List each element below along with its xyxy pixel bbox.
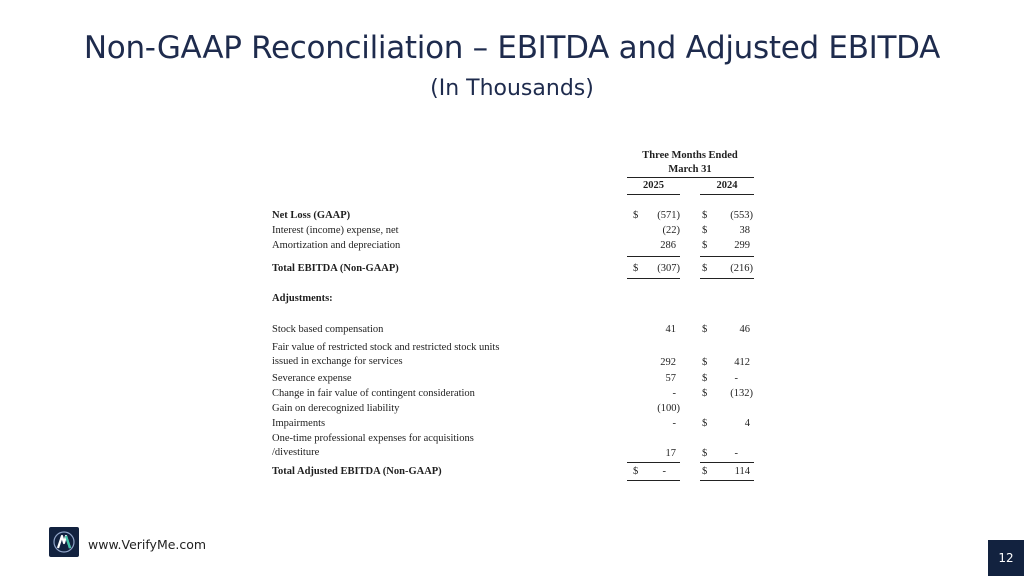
adjusted-col2-double-rule-a <box>700 480 754 481</box>
interest-currency-2024: $ <box>702 225 708 236</box>
adjusted-col1-rule <box>627 462 680 463</box>
fair-value-2024: 412 <box>734 357 750 368</box>
severance-2025: 57 <box>665 373 676 384</box>
contingent-currency-2024: $ <box>702 388 708 399</box>
gain-2025: (100) <box>657 403 680 414</box>
stock-comp-2025: 41 <box>665 324 676 335</box>
interest-2024: 38 <box>739 225 750 236</box>
onetime-2024: - <box>734 448 738 459</box>
onetime-2025: 17 <box>665 448 676 459</box>
impairments-currency-2024: $ <box>702 418 708 429</box>
severance-currency-2024: $ <box>702 373 708 384</box>
severance-label: Severance expense <box>272 373 352 384</box>
adjusted-col2-rule <box>700 462 754 463</box>
verifyme-logo-icon <box>49 527 79 557</box>
onetime-currency-2024: $ <box>702 448 708 459</box>
page-title: Non-GAAP Reconciliation – EBITDA and Adjusted EBITDA <box>83 30 941 66</box>
impairments-2024: 4 <box>744 418 750 429</box>
fair-value-label-line2: issued in exchange for services <box>272 356 403 367</box>
fair-value-2025: 292 <box>660 357 676 368</box>
interest-2025: (22) <box>662 225 680 236</box>
net-loss-currency-2024: $ <box>702 210 708 221</box>
contingent-2024: (132) <box>730 388 753 399</box>
total-ebitda-col1-rule <box>627 278 680 279</box>
stock-comp-label: Stock based compensation <box>272 324 384 335</box>
impairments-label: Impairments <box>272 418 326 429</box>
website-link[interactable]: www.VerifyMe.com <box>88 537 207 552</box>
total-adjusted-currency-2025: $ <box>633 466 639 477</box>
header-three-months: Three Months Ended <box>642 150 738 161</box>
contingent-2025: - <box>672 388 676 399</box>
page-number-badge: 12 <box>988 540 1024 576</box>
ebitda-col1-rule <box>627 256 680 257</box>
page-subtitle: (In Thousands) <box>430 76 594 101</box>
total-ebitda-col2-rule <box>700 278 754 279</box>
net-loss-2024: (553) <box>730 210 753 221</box>
header-2024: 2024 <box>716 180 738 191</box>
total-ebitda-2024: (216) <box>730 263 753 274</box>
total-adjusted-2024: 114 <box>734 466 750 477</box>
gain-label: Gain on derecognized liability <box>272 403 400 414</box>
onetime-label-line1: One-time professional expenses for acquisitions <box>272 433 474 444</box>
net-loss-currency-2025: $ <box>633 210 639 221</box>
header-march: March 31 <box>668 164 712 175</box>
logo-mark-icon <box>49 527 79 557</box>
ebitda-col2-rule <box>700 256 754 257</box>
total-ebitda-label: Total EBITDA (Non-GAAP) <box>272 263 399 274</box>
col1-header-rule <box>627 194 680 195</box>
amort-2025: 286 <box>660 240 676 251</box>
contingent-label: Change in fair value of contingent consideration <box>272 388 475 399</box>
header-rule <box>627 177 754 178</box>
header-2025: 2025 <box>643 180 664 191</box>
total-adjusted-currency-2024: $ <box>702 466 708 477</box>
col2-header-rule <box>700 194 754 195</box>
net-loss-2025: (571) <box>657 210 680 221</box>
onetime-label-line2: /divestiture <box>272 447 320 458</box>
impairments-2025: - <box>672 418 676 429</box>
fair-value-label-line1: Fair value of restricted stock and restricted stock units <box>272 342 500 353</box>
severance-2024: - <box>734 373 738 384</box>
total-ebitda-2025: (307) <box>657 263 680 274</box>
net-loss-label: Net Loss (GAAP) <box>272 210 351 221</box>
amort-currency-2024: $ <box>702 240 708 251</box>
stock-comp-currency-2024: $ <box>702 324 708 335</box>
amort-label: Amortization and depreciation <box>272 240 401 251</box>
interest-label: Interest (income) expense, net <box>272 225 399 236</box>
adjustments-heading: Adjustments: <box>272 293 333 304</box>
total-ebitda-currency-2025: $ <box>633 263 639 274</box>
total-ebitda-currency-2024: $ <box>702 263 708 274</box>
fair-value-currency-2024: $ <box>702 357 708 368</box>
total-adjusted-label: Total Adjusted EBITDA (Non-GAAP) <box>272 466 442 477</box>
total-adjusted-2025: - <box>662 466 666 477</box>
amort-2024: 299 <box>734 240 750 251</box>
adjusted-col1-double-rule-a <box>627 480 680 481</box>
stock-comp-2024: 46 <box>739 324 750 335</box>
